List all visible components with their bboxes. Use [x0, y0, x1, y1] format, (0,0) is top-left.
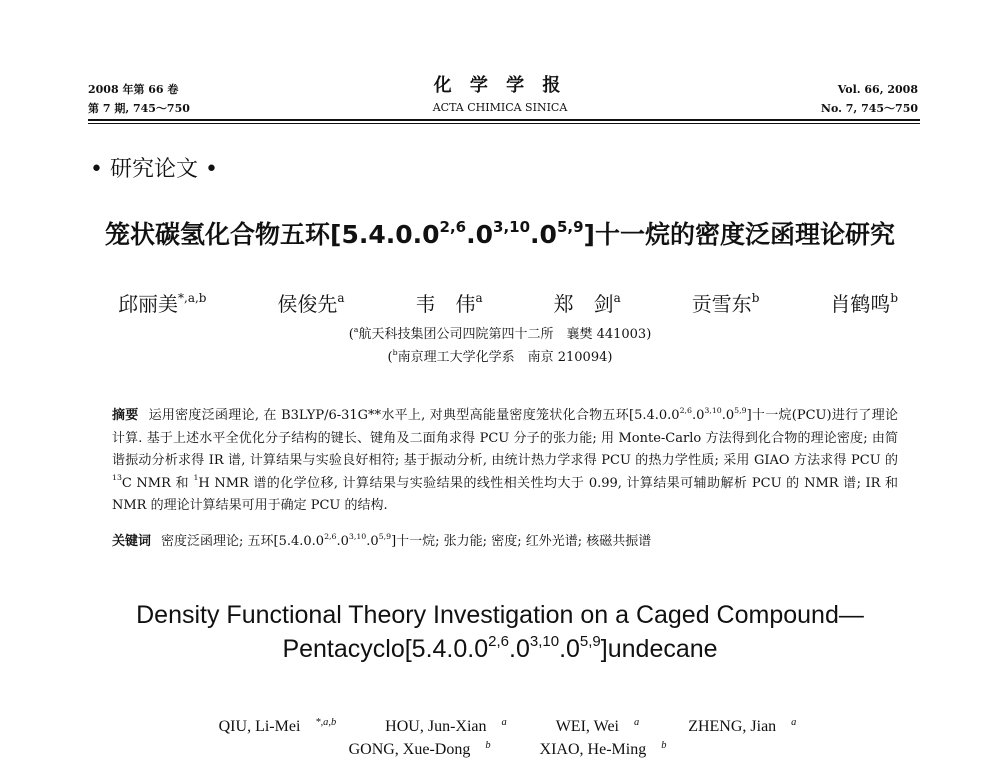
- header-issue-en: No. 7, 745～750: [820, 102, 918, 115]
- author-en: [541, 718, 639, 735]
- abstract-text: .0: [721, 408, 735, 423]
- abstract-text: ]十一烷(PCU)进行了理论计算. 基于上述水平全优化分子结构的键长、键角及二面角求得 PCU 分子的张力能; 用 Monte-Carlo 方法得到化合物的理论密度; 由简谐振动分析求得 IR 谱, 计算结果与实验良好相符; 基于振动分析, 由统计热力学求得 PCU 的热力学性质; 采用 GIAO 方法求得 PCU 的: [112, 408, 898, 468]
- abstract-sup: 3,10: [704, 405, 722, 415]
- author-cn-sup: b: [751, 291, 760, 306]
- abstract-text: H NMR 谱的化学位移, 计算结果与实验结果的线性相关性均大于 0.99, 计算结果可辅助解析 PCU 的 NMR 谱; IR 和 NMR 的理论计算结果可用于确定 PCU 的结构.: [112, 475, 898, 513]
- section-label: • 研究论文 •: [90, 157, 218, 182]
- header-journal: [80, 74, 920, 116]
- affiliation-a-text: 航天科技集团公司四院第四十二所 襄樊 441003: [358, 327, 647, 342]
- affiliation-a-sup: a: [353, 324, 359, 334]
- author-cn-sup: a: [337, 291, 345, 306]
- affiliation-b-text: 南京理工大学化学系 南京 210094: [397, 350, 608, 365]
- title-cn-part: ]十一烷的密度泛函理论研究: [583, 220, 895, 249]
- running-header: [80, 74, 920, 124]
- author-en-name: QIU, Li-Mei: [218, 718, 301, 736]
- keywords-sup: 5,9: [378, 531, 392, 541]
- title-en-sup: 5,9: [579, 633, 601, 651]
- title-cn-sup: 2,6: [439, 218, 467, 237]
- author-en-sup: b: [661, 740, 667, 751]
- keywords-text: .0: [366, 534, 379, 549]
- author-en-name: WEI, Wei: [555, 718, 619, 736]
- author-en: [673, 718, 796, 735]
- header-issue-pages: 第 7 期, 745～750: [88, 102, 190, 115]
- author-cn: [554, 290, 621, 318]
- affiliation-b-sup: b: [392, 347, 398, 357]
- author-cn-name: 韦 伟: [415, 292, 476, 316]
- affiliation-b: ($^b$南京理工大学化学系 南京 210094): [387, 347, 613, 365]
- header-rule-thin: [88, 123, 920, 124]
- abstract-sup: 13: [112, 473, 122, 483]
- title-en-line1: Density Functional Theory Investigation on a Caged Compound—: [136, 601, 864, 629]
- author-en-name: GONG, Xue-Dong: [348, 741, 471, 759]
- journal-name-en: ACTA CHIMICA SINICA: [432, 101, 568, 114]
- header-rule-thick: [88, 119, 920, 121]
- journal-name-cn: 化 学 学 报: [433, 75, 567, 96]
- author-en-name: HOU, Jun-Xian: [385, 718, 487, 736]
- author-cn: [416, 290, 483, 318]
- author-en-sup: a: [633, 717, 640, 728]
- author-cn-sup: a: [613, 291, 621, 306]
- affiliation-a: ($^a$航天科技集团公司四院第四十二所 襄樊 441003): [348, 324, 652, 342]
- keywords-label: 关键词: [112, 534, 152, 549]
- author-cn-sup: b: [890, 291, 898, 306]
- authors-en-row2: [0, 735, 1000, 761]
- author-cn-name: 邱丽美: [118, 292, 178, 316]
- title-en: [0, 598, 1000, 666]
- title-en-sup: 2,6: [488, 633, 509, 651]
- title-cn-part: .0: [466, 220, 494, 249]
- author-en-name: XIAO, He-Ming: [539, 741, 647, 759]
- authors-cn: [118, 290, 898, 318]
- author-en: [525, 741, 667, 758]
- author-cn-name: 郑 剑: [553, 292, 614, 316]
- title-en-part: .0: [559, 635, 580, 663]
- author-en-sup: a: [791, 717, 797, 728]
- author-en: [334, 741, 491, 758]
- author-cn: [277, 290, 344, 318]
- keywords: [112, 532, 898, 552]
- keywords-text: 密度泛函理论; 五环[5.4.0.0: [161, 534, 325, 549]
- author-cn-name: 贡雪东: [691, 292, 752, 316]
- author-en: [204, 718, 337, 735]
- title-en-sup: 3,10: [529, 633, 560, 651]
- header-right: [821, 80, 918, 118]
- author-en: [370, 718, 507, 735]
- author-cn-name: 肖鹤鸣: [830, 292, 891, 316]
- title-en-part: Pentacyclo[5.4.0.0: [282, 635, 489, 663]
- keywords-sup: 2,6: [324, 531, 337, 541]
- title-cn: [0, 218, 1000, 252]
- title-cn-sup: 3,10: [493, 218, 531, 237]
- title-en-part: ]undecane: [600, 635, 718, 663]
- author-cn: [830, 290, 898, 318]
- keywords-text: ]十一烷; 张力能; 密度; 红外光谱; 核磁共振谱: [391, 534, 652, 549]
- abstract-text: 运用密度泛函理论, 在 B3LYP/6-31G**水平上, 对典型高能量密度笼状化合物五环[5.4.0.0: [148, 408, 680, 423]
- author-en-sup: b: [485, 740, 491, 751]
- author-en-name: ZHENG, Jian: [688, 718, 777, 736]
- author-en-sup: *,a,b: [315, 717, 337, 728]
- abstract-text: C NMR 和: [121, 475, 194, 491]
- abstract-sup: 5,9: [734, 405, 747, 415]
- title-cn-part: 笼状碳氢化合物五环[5.4.0.0: [105, 220, 440, 249]
- abstract-sup: 1: [193, 473, 199, 483]
- keywords-text: .0: [336, 534, 349, 549]
- title-cn-sup: 5,9: [556, 218, 584, 237]
- author-cn-sup: *,a,b: [178, 291, 207, 306]
- header-volume-en: Vol. 66, 2008: [837, 83, 918, 96]
- author-cn-name: 侯俊先: [277, 292, 338, 316]
- keywords-sup: 3,10: [348, 531, 367, 541]
- title-en-line2: [0, 632, 1000, 666]
- author-en-sup: a: [501, 717, 507, 728]
- header-year-volume: 2008 年第 66 卷: [88, 83, 179, 96]
- author-cn-sup: a: [475, 291, 483, 306]
- title-en-part: .0: [509, 635, 530, 663]
- abstract: [112, 405, 898, 518]
- author-cn: [692, 290, 760, 318]
- abstract-label: 摘要: [112, 408, 139, 423]
- abstract-text: .0: [691, 408, 705, 423]
- abstract-sup: 2,6: [679, 405, 692, 415]
- author-cn: [118, 290, 206, 318]
- title-cn-part: .0: [530, 220, 557, 249]
